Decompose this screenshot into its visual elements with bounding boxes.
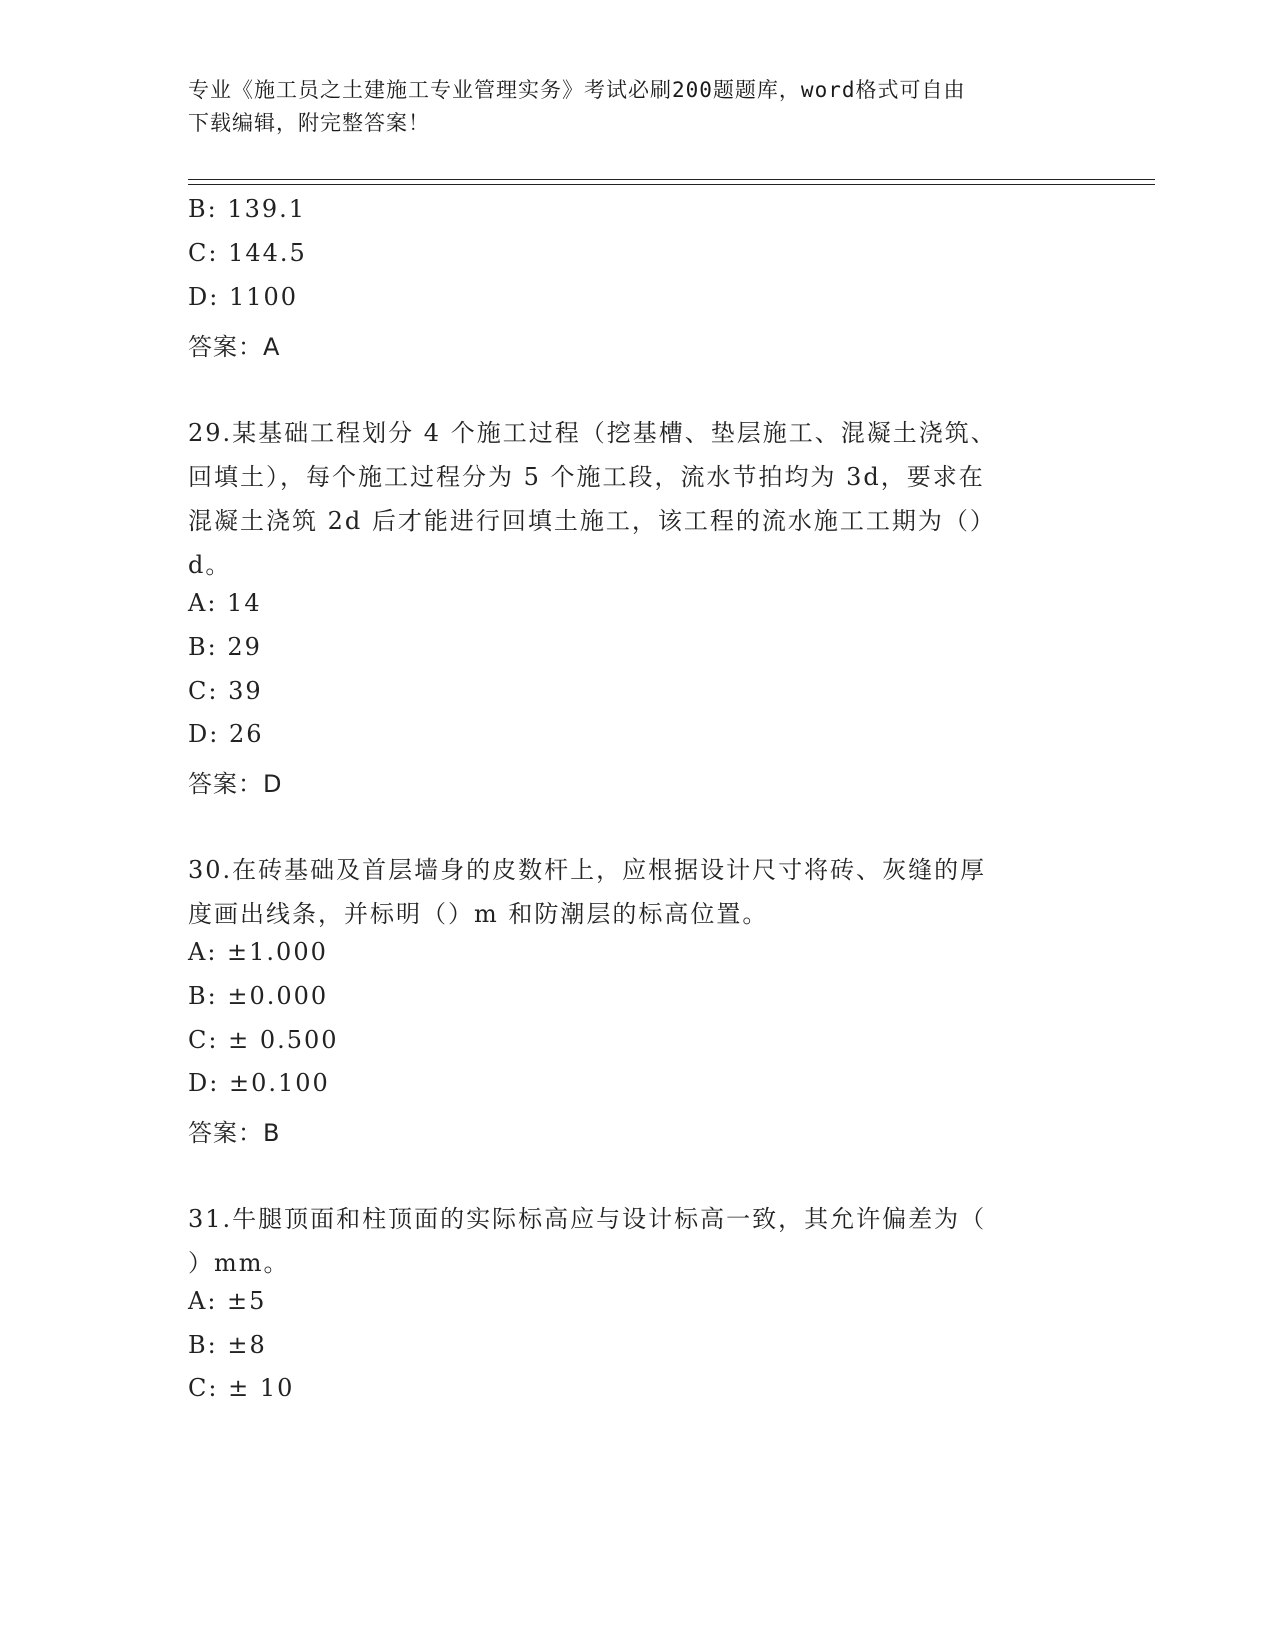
q28-option-d: D: 1100 [188, 283, 299, 311]
header-line-2: 下载编辑，附完整答案！ [188, 111, 430, 135]
q29-option-c: C: 39 [188, 677, 263, 705]
header-divider-bottom [188, 184, 1155, 185]
q30-answer: 答案：B [188, 1119, 281, 1147]
q30-option-d: D: ±0.100 [188, 1069, 330, 1097]
header-line-1: 专业《施工员之土建施工专业管理实务》考试必刷200题题库，word格式可自由 [188, 78, 966, 102]
q28-option-b: B: 139.1 [188, 195, 307, 223]
q31-stem-line-2: ）mm。 [188, 1249, 290, 1277]
q31-stem-line-1: 31.牛腿顶面和柱顶面的实际标高应与设计标高一致，其允许偏差为（ [188, 1205, 987, 1233]
document-header [188, 74, 1068, 140]
q30-option-b: B: ±0.000 [188, 982, 329, 1010]
q31-option-c: C: ± 10 [188, 1374, 295, 1402]
q31-option-b: B: ±8 [188, 1331, 267, 1359]
q29-stem-line-1: 29.某基础工程划分 4 个施工过程（挖基槽、垫层施工、混凝土浇筑、 [188, 419, 997, 447]
q29-stem-line-4: d。 [188, 551, 232, 579]
q30-stem-line-2: 度画出线条，并标明（）m 和防潮层的标高位置。 [188, 900, 769, 928]
q30-option-c: C: ± 0.500 [188, 1026, 339, 1054]
q29-stem-line-2: 回填土），每个施工过程分为 5 个施工段，流水节拍均为 3d，要求在 [188, 463, 985, 491]
q29-option-b: B: 29 [188, 633, 262, 661]
header-divider-top [188, 179, 1155, 180]
q29-stem-line-3: 混凝土浇筑 2d 后才能进行回填土施工，该工程的流水施工工期为（） [188, 507, 996, 535]
q29-option-d: D: 26 [188, 720, 264, 748]
q31-option-a: A: ±5 [188, 1287, 267, 1315]
q28-option-c: C: 144.5 [188, 239, 307, 267]
q29-option-a: A: 14 [188, 589, 262, 617]
q29-answer: 答案：D [188, 770, 283, 798]
q30-option-a: A: ±1.000 [188, 938, 328, 966]
q30-stem-line-1: 30.在砖基础及首层墙身的皮数杆上，应根据设计尺寸将砖、灰缝的厚 [188, 856, 987, 884]
q28-answer: 答案：A [188, 333, 281, 361]
